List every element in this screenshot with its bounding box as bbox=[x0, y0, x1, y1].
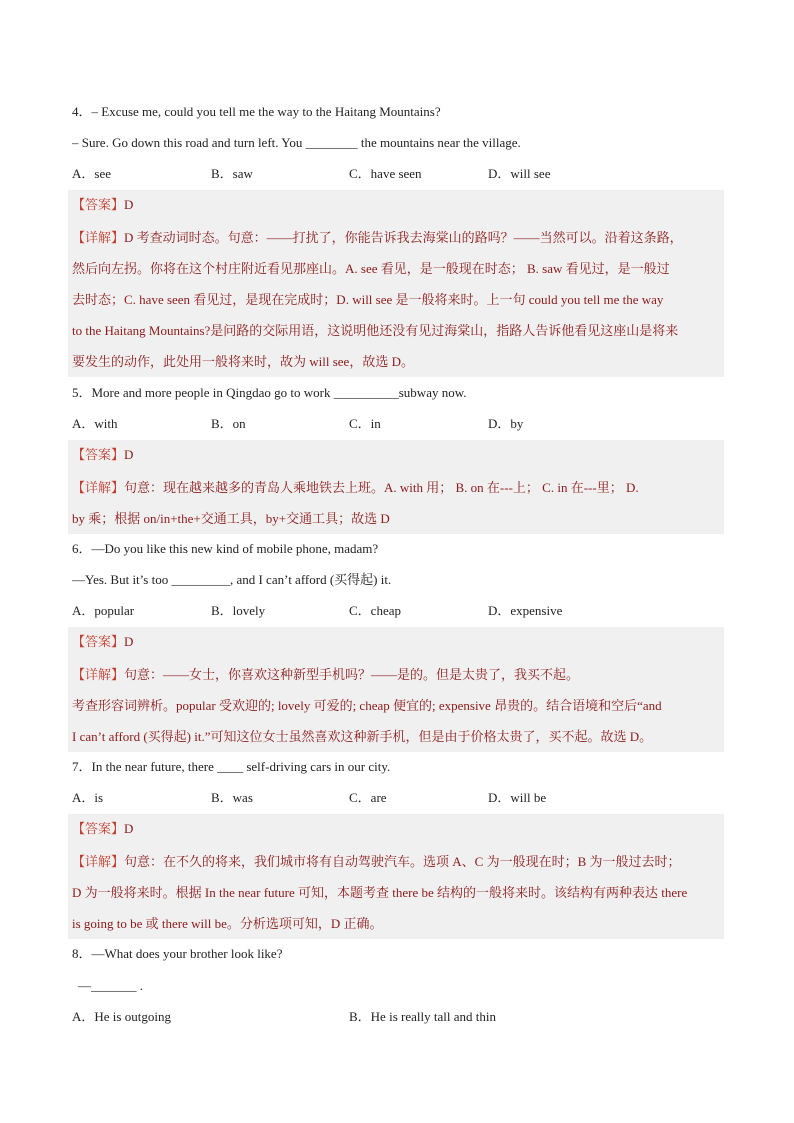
q5-option-a: A．with bbox=[72, 416, 118, 431]
q4-answer bbox=[72, 195, 133, 215]
q7-explain-line2: D 为一般将来时。根据 In the near future 可知，本题考查 there be 结构的一般将来时。该结构有两种表达 there bbox=[72, 885, 688, 900]
q6-option-b: B．lovely bbox=[211, 603, 266, 618]
explain-text: 句意：——女士，你喜欢这种新型手机吗？——是的。但是太贵了，我买不起。 bbox=[124, 667, 580, 682]
q6-answer bbox=[72, 632, 133, 652]
q4-option-a: A．see bbox=[72, 166, 111, 181]
answer-tag: 【答案】 bbox=[72, 447, 125, 462]
answer-tag: 【答案】 bbox=[72, 821, 125, 836]
q7-answer bbox=[72, 819, 133, 839]
q6-option-a: A．popular bbox=[72, 603, 135, 618]
q6-explain-line1 bbox=[72, 665, 720, 685]
q8-option-b: B．He is really tall and thin bbox=[349, 1009, 496, 1024]
q4-explain-line4: to the Haitang Mountains?是问路的交际用语，这说明他还没有见过海棠山，指路人告诉他看见这座山是将来 bbox=[72, 323, 679, 338]
q7-option-d: D．will be bbox=[488, 790, 547, 805]
q5-explain-line2: by 乘；根据 on/in+the+交通工具，by+交通工具；故选 D bbox=[72, 511, 390, 526]
q7-explain-line1 bbox=[72, 852, 720, 872]
q5-answer-box bbox=[68, 440, 724, 534]
q4-explain-line5: 要发生的动作，此处用一般将来时，故为 will see，故选 D。 bbox=[72, 354, 414, 369]
q4-explain-line3: 去时态；C. have seen 看见过，是现在完成时；D. will see 是一般将来时。上一句 could you tell me the way bbox=[72, 292, 664, 307]
answer-value: D bbox=[124, 821, 134, 836]
q4-option-c: C．have seen bbox=[349, 166, 422, 181]
q4-answer-box bbox=[68, 190, 724, 377]
q7-option-a: A．is bbox=[72, 790, 104, 805]
q4-option-d: D．will see bbox=[488, 166, 551, 181]
answer-value: D bbox=[124, 197, 134, 212]
q6-option-c: C．cheap bbox=[349, 603, 401, 618]
answer-tag: 【答案】 bbox=[72, 197, 125, 212]
explain-tag: 【详解】 bbox=[72, 230, 125, 245]
explain-text: 句意：在不久的将来，我们城市将有自动驾驶汽车。选项 A、C 为一般现在时；B 为一般过去时； bbox=[124, 854, 681, 869]
q5-option-d: D．by bbox=[488, 416, 524, 431]
q5-stem-line1: 5．More and more people in Qingdao go to work __________subway now. bbox=[72, 385, 467, 400]
q6-answer-box bbox=[68, 627, 724, 752]
q5-option-b: B．on bbox=[211, 416, 246, 431]
q7-answer-box bbox=[68, 814, 724, 939]
q7-option-c: C．are bbox=[349, 790, 387, 805]
answer-tag: 【答案】 bbox=[72, 634, 125, 649]
q8-option-a: A．He is outgoing bbox=[72, 1009, 171, 1024]
q7-explain-line3: is going to be 或 there will be。分析选项可知，D 正确。 bbox=[72, 916, 383, 931]
explain-text: D 考查动词时态。句意：——打扰了，你能告诉我去海棠山的路吗？——当然可以。沿着这条路， bbox=[124, 230, 683, 245]
q8-stem-line2: —_______ . bbox=[78, 978, 143, 993]
answer-value: D bbox=[124, 447, 134, 462]
q5-answer bbox=[72, 445, 133, 465]
answer-value: D bbox=[124, 634, 134, 649]
explain-tag: 【详解】 bbox=[72, 480, 125, 495]
explain-tag: 【详解】 bbox=[72, 854, 125, 869]
q6-explain-line2: 考查形容词辨析。popular 受欢迎的; lovely 可爱的; cheap 便宜的; expensive 昂贵的。结合语境和空后“and bbox=[72, 698, 662, 713]
q4-stem-line1: 4．– Excuse me, could you tell me the way to the Haitang Mountains? bbox=[72, 104, 441, 119]
q4-explain-line2: 然后向左拐。你将在这个村庄附近看见那座山。A. see 看见，是一般现在时态； B. saw 看见过，是一般过 bbox=[72, 261, 670, 276]
q8-stem-line1: 8．—What does your brother look like? bbox=[72, 946, 283, 961]
q5-option-c: C．in bbox=[349, 416, 381, 431]
q5-explain-line1 bbox=[72, 478, 720, 498]
q4-stem-line2: – Sure. Go down this road and turn left. You ________ the mountains near the village. bbox=[72, 135, 521, 150]
q7-stem-line1: 7．In the near future, there ____ self-driving cars in our city. bbox=[72, 759, 391, 774]
q4-option-b: B．saw bbox=[211, 166, 253, 181]
q6-stem-line2: —Yes. But it’s too _________, and I can’t afford (买得起) it. bbox=[72, 572, 392, 587]
explain-tag: 【详解】 bbox=[72, 667, 125, 682]
q6-explain-line3: I can’t afford (买得起) it.”可知这位女士虽然喜欢这种新手机，但是由于价格太贵了，买不起。故选 D。 bbox=[72, 729, 653, 744]
q6-option-d: D．expensive bbox=[488, 603, 563, 618]
q6-stem-line1: 6．—Do you like this new kind of mobile phone, madam? bbox=[72, 541, 379, 556]
q4-explain-line1 bbox=[72, 228, 720, 248]
explain-text: 句意：现在越来越多的青岛人乘地铁去上班。A. with 用； B. on 在---上； C. in 在---里； D. bbox=[124, 480, 639, 495]
q7-option-b: B．was bbox=[211, 790, 253, 805]
